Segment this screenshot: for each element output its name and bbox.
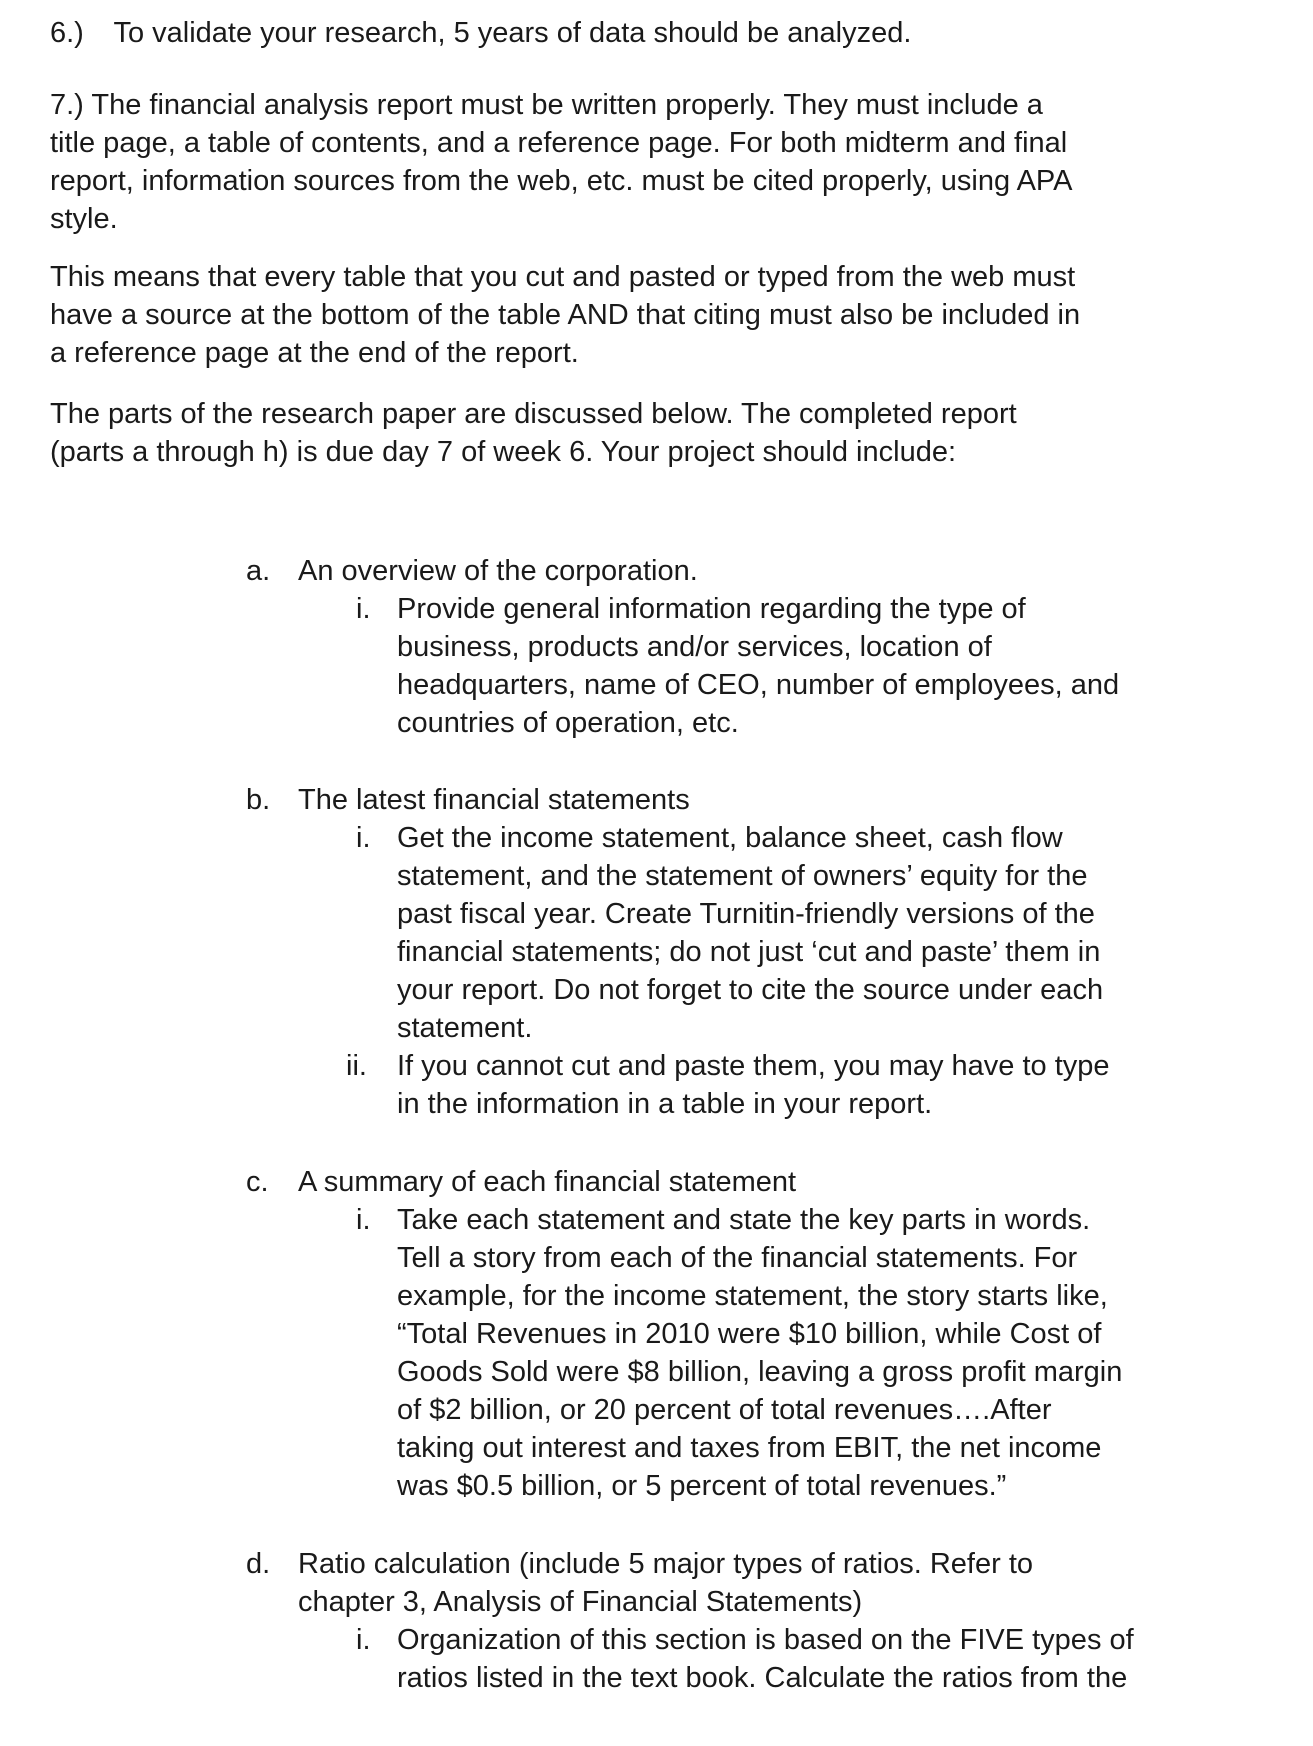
paragraph-line: 7.) The financial analysis report must be written properly. They must include a: [50, 89, 1043, 121]
list-item-c-title: A summary of each financial statement: [298, 1166, 797, 1198]
paragraph-line: report, information sources from the web, etc. must be cited properly, using APA: [50, 165, 1073, 197]
list-marker-b: b.: [246, 784, 271, 816]
parts-paragraph: [50, 395, 1270, 471]
sub-item-c-i: Take each statement and state the key parts in words. Tell a story from each of the financial statements. For example, for the income statement, the story starts like, “Total Revenues in 2010 were $10 billion, while Cost of Goods Sold were $8 billion, leaving a gross profit margin of $2 billion, or 20 percent of total revenues….After taking out interest and taxes from EBIT, the net income was $0.5 billion, or 5 percent of total revenues.”: [397, 1204, 1123, 1502]
sub-item-a-i: Provide general information regarding the type of business, products and/or services, location of headquarters, name of CEO, number of employees, and countries of operation, etc.: [397, 593, 1120, 739]
item-6-number: 6.): [50, 17, 84, 49]
sub-marker-c-i: i.: [356, 1204, 371, 1236]
sub-marker-b-i: i.: [356, 822, 371, 854]
item-6-text: To validate your research, 5 years of data should be analyzed.: [113, 17, 912, 49]
item-7-paragraph: [50, 86, 1270, 238]
sub-item-b-ii: If you cannot cut and paste them, you may have to type in the information in a table in your report.: [397, 1050, 1110, 1120]
list-marker-c: c.: [246, 1166, 269, 1198]
paragraph-line: a reference page at the end of the report.: [50, 337, 579, 369]
citation-paragraph: [50, 258, 1270, 372]
item-6: [50, 14, 911, 52]
sub-item-d-i: Organization of this section is based on the FIVE types of ratios listed in the text book. Calculate the ratios from the: [397, 1624, 1134, 1694]
paragraph-line: title page, a table of contents, and a reference page. For both midterm and final: [50, 127, 1068, 159]
list-item-b-title: The latest financial statements: [298, 784, 690, 816]
list-marker-d: d.: [246, 1548, 271, 1580]
paragraph-line: This means that every table that you cut and pasted or typed from the web must: [50, 261, 1076, 293]
sub-marker-b-ii: ii.: [346, 1050, 367, 1082]
list-item-a-title: An overview of the corporation.: [298, 555, 698, 587]
sub-marker-d-i: i.: [356, 1624, 371, 1656]
paragraph-line: have a source at the bottom of the table AND that citing must also be included in: [50, 299, 1081, 331]
paragraph-line: style.: [50, 203, 118, 235]
paragraph-line: The parts of the research paper are discussed below. The completed report: [50, 398, 1017, 430]
paragraph-line: (parts a through h) is due day 7 of week 6. Your project should include:: [50, 436, 957, 468]
sub-marker-a-i: i.: [356, 593, 371, 625]
sub-item-b-i: Get the income statement, balance sheet, cash flow statement, and the statement of owners’ equity for the past fiscal year. Create Turnitin-friendly versions of the financial statements; do not just ‘cut and paste’ them in your report. Do not forget to cite the source under each statement.: [397, 822, 1104, 1044]
list-item-d-title: Ratio calculation (include 5 major types of ratios. Refer to chapter 3, Analysis of Financial Statements): [298, 1548, 1034, 1618]
list-marker-a: a.: [246, 555, 271, 587]
